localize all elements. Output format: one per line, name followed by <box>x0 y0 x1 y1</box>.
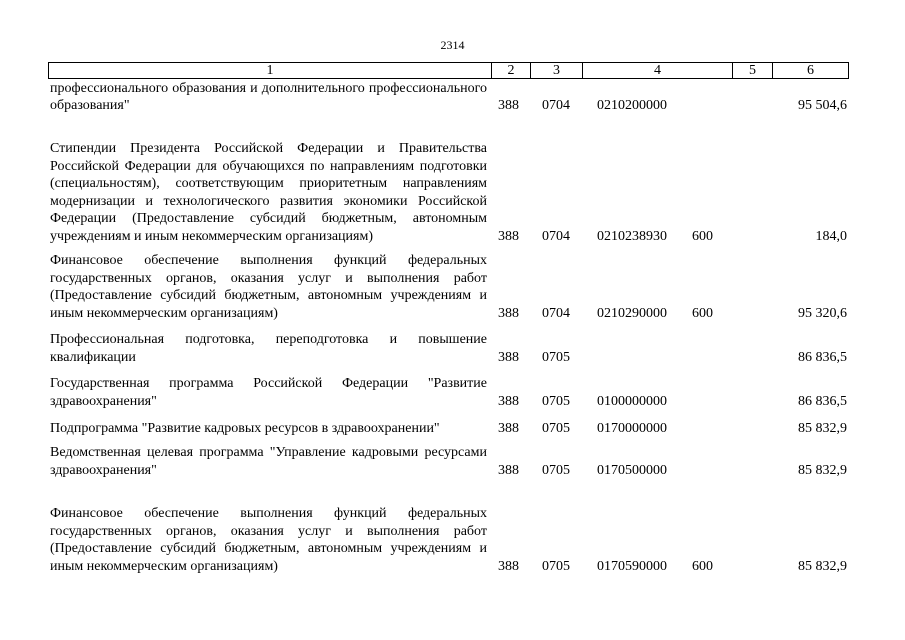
row-col6: 95 320,6 <box>798 305 847 321</box>
row-description: профессионального образования и дополнительного профессионального образования" <box>50 81 487 113</box>
table-header-row <box>48 62 849 79</box>
row-col3: 0705 <box>542 462 570 478</box>
row-description: Государственная программа Российской Федерации "Развитие здравоохранения" <box>50 376 487 409</box>
row-col3: 0705 <box>542 420 570 436</box>
column-header-2: 2 <box>491 63 530 78</box>
column-header-5: 5 <box>732 63 772 78</box>
table-row <box>0 331 905 366</box>
row-col5: 600 <box>692 228 713 244</box>
row-col3: 0704 <box>542 97 570 113</box>
row-col4: 0210200000 <box>597 97 667 113</box>
row-col4: 0170500000 <box>597 462 667 478</box>
table-row <box>0 252 905 322</box>
row-description: Профессиональная подготовка, переподготовка и повышение квалификации <box>50 332 487 365</box>
table-row <box>0 444 905 479</box>
row-col6: 95 504,6 <box>798 97 847 113</box>
row-description: Подпрограмма "Развитие кадровых ресурсов в здравоохранении" <box>50 420 440 436</box>
row-col3: 0705 <box>542 558 570 574</box>
column-header-3: 3 <box>530 63 582 78</box>
row-col4: 0100000000 <box>597 393 667 409</box>
row-col3: 0705 <box>542 349 570 365</box>
row-col2: 388 <box>498 462 519 478</box>
column-header-1: 1 <box>266 63 274 78</box>
row-col6: 86 836,5 <box>798 349 847 365</box>
row-description: Финансовое обеспечение выполнения функций федеральных государственных органов, оказания услуг и выполнения работ (Предоставление субсидий бюджетным, автономным учреждениям и иным некоммерческим организациям) <box>50 253 487 321</box>
table-row <box>0 419 905 437</box>
row-col6: 85 832,9 <box>798 558 847 574</box>
row-col6: 85 832,9 <box>798 462 847 478</box>
row-col2: 388 <box>498 420 519 436</box>
table-row <box>0 123 905 245</box>
row-col5: 600 <box>692 558 713 574</box>
row-description: Ведомственная целевая программа "Управление кадровыми ресурсами здравоохранения" <box>50 445 487 478</box>
row-col6: 86 836,5 <box>798 393 847 409</box>
table-row <box>0 79 905 114</box>
row-description: Стипендии Президента Российской Федерации и Правительства Российской Федерации для обучающихся по направлениям подготовки (специальностям), соответствующим приоритетным направлениям модернизации и технологического развития экономики Российской Федерации (Предоставление субсидий бюджетным, автономным учреждениям и иным некоммерческим организациям) <box>50 141 487 244</box>
row-col2: 388 <box>498 558 519 574</box>
row-col2: 388 <box>498 349 519 365</box>
row-col2: 388 <box>498 97 519 113</box>
table-row <box>0 375 905 410</box>
row-col5: 600 <box>692 305 713 321</box>
column-header-4: 4 <box>582 63 732 78</box>
row-col6: 85 832,9 <box>798 420 847 436</box>
table-row <box>0 505 905 575</box>
row-col2: 388 <box>498 393 519 409</box>
row-col2: 388 <box>498 305 519 321</box>
column-header-6: 6 <box>772 63 848 78</box>
row-col3: 0704 <box>542 305 570 321</box>
row-col4: 0210290000 <box>597 305 667 321</box>
row-col4: 0170000000 <box>597 420 667 436</box>
page-number: 2314 <box>440 38 465 52</box>
row-col3: 0704 <box>542 228 570 244</box>
row-description: Финансовое обеспечение выполнения функций федеральных государственных органов, оказания услуг и выполнения работ (Предоставление субсидий бюджетным, автономным учреждениям и иным некоммерческим организациям) <box>50 506 487 574</box>
row-col6: 184,0 <box>815 228 847 244</box>
row-col3: 0705 <box>542 393 570 409</box>
row-col2: 388 <box>498 228 519 244</box>
row-col4: 0170590000 <box>597 558 667 574</box>
row-col4: 0210238930 <box>597 228 667 244</box>
